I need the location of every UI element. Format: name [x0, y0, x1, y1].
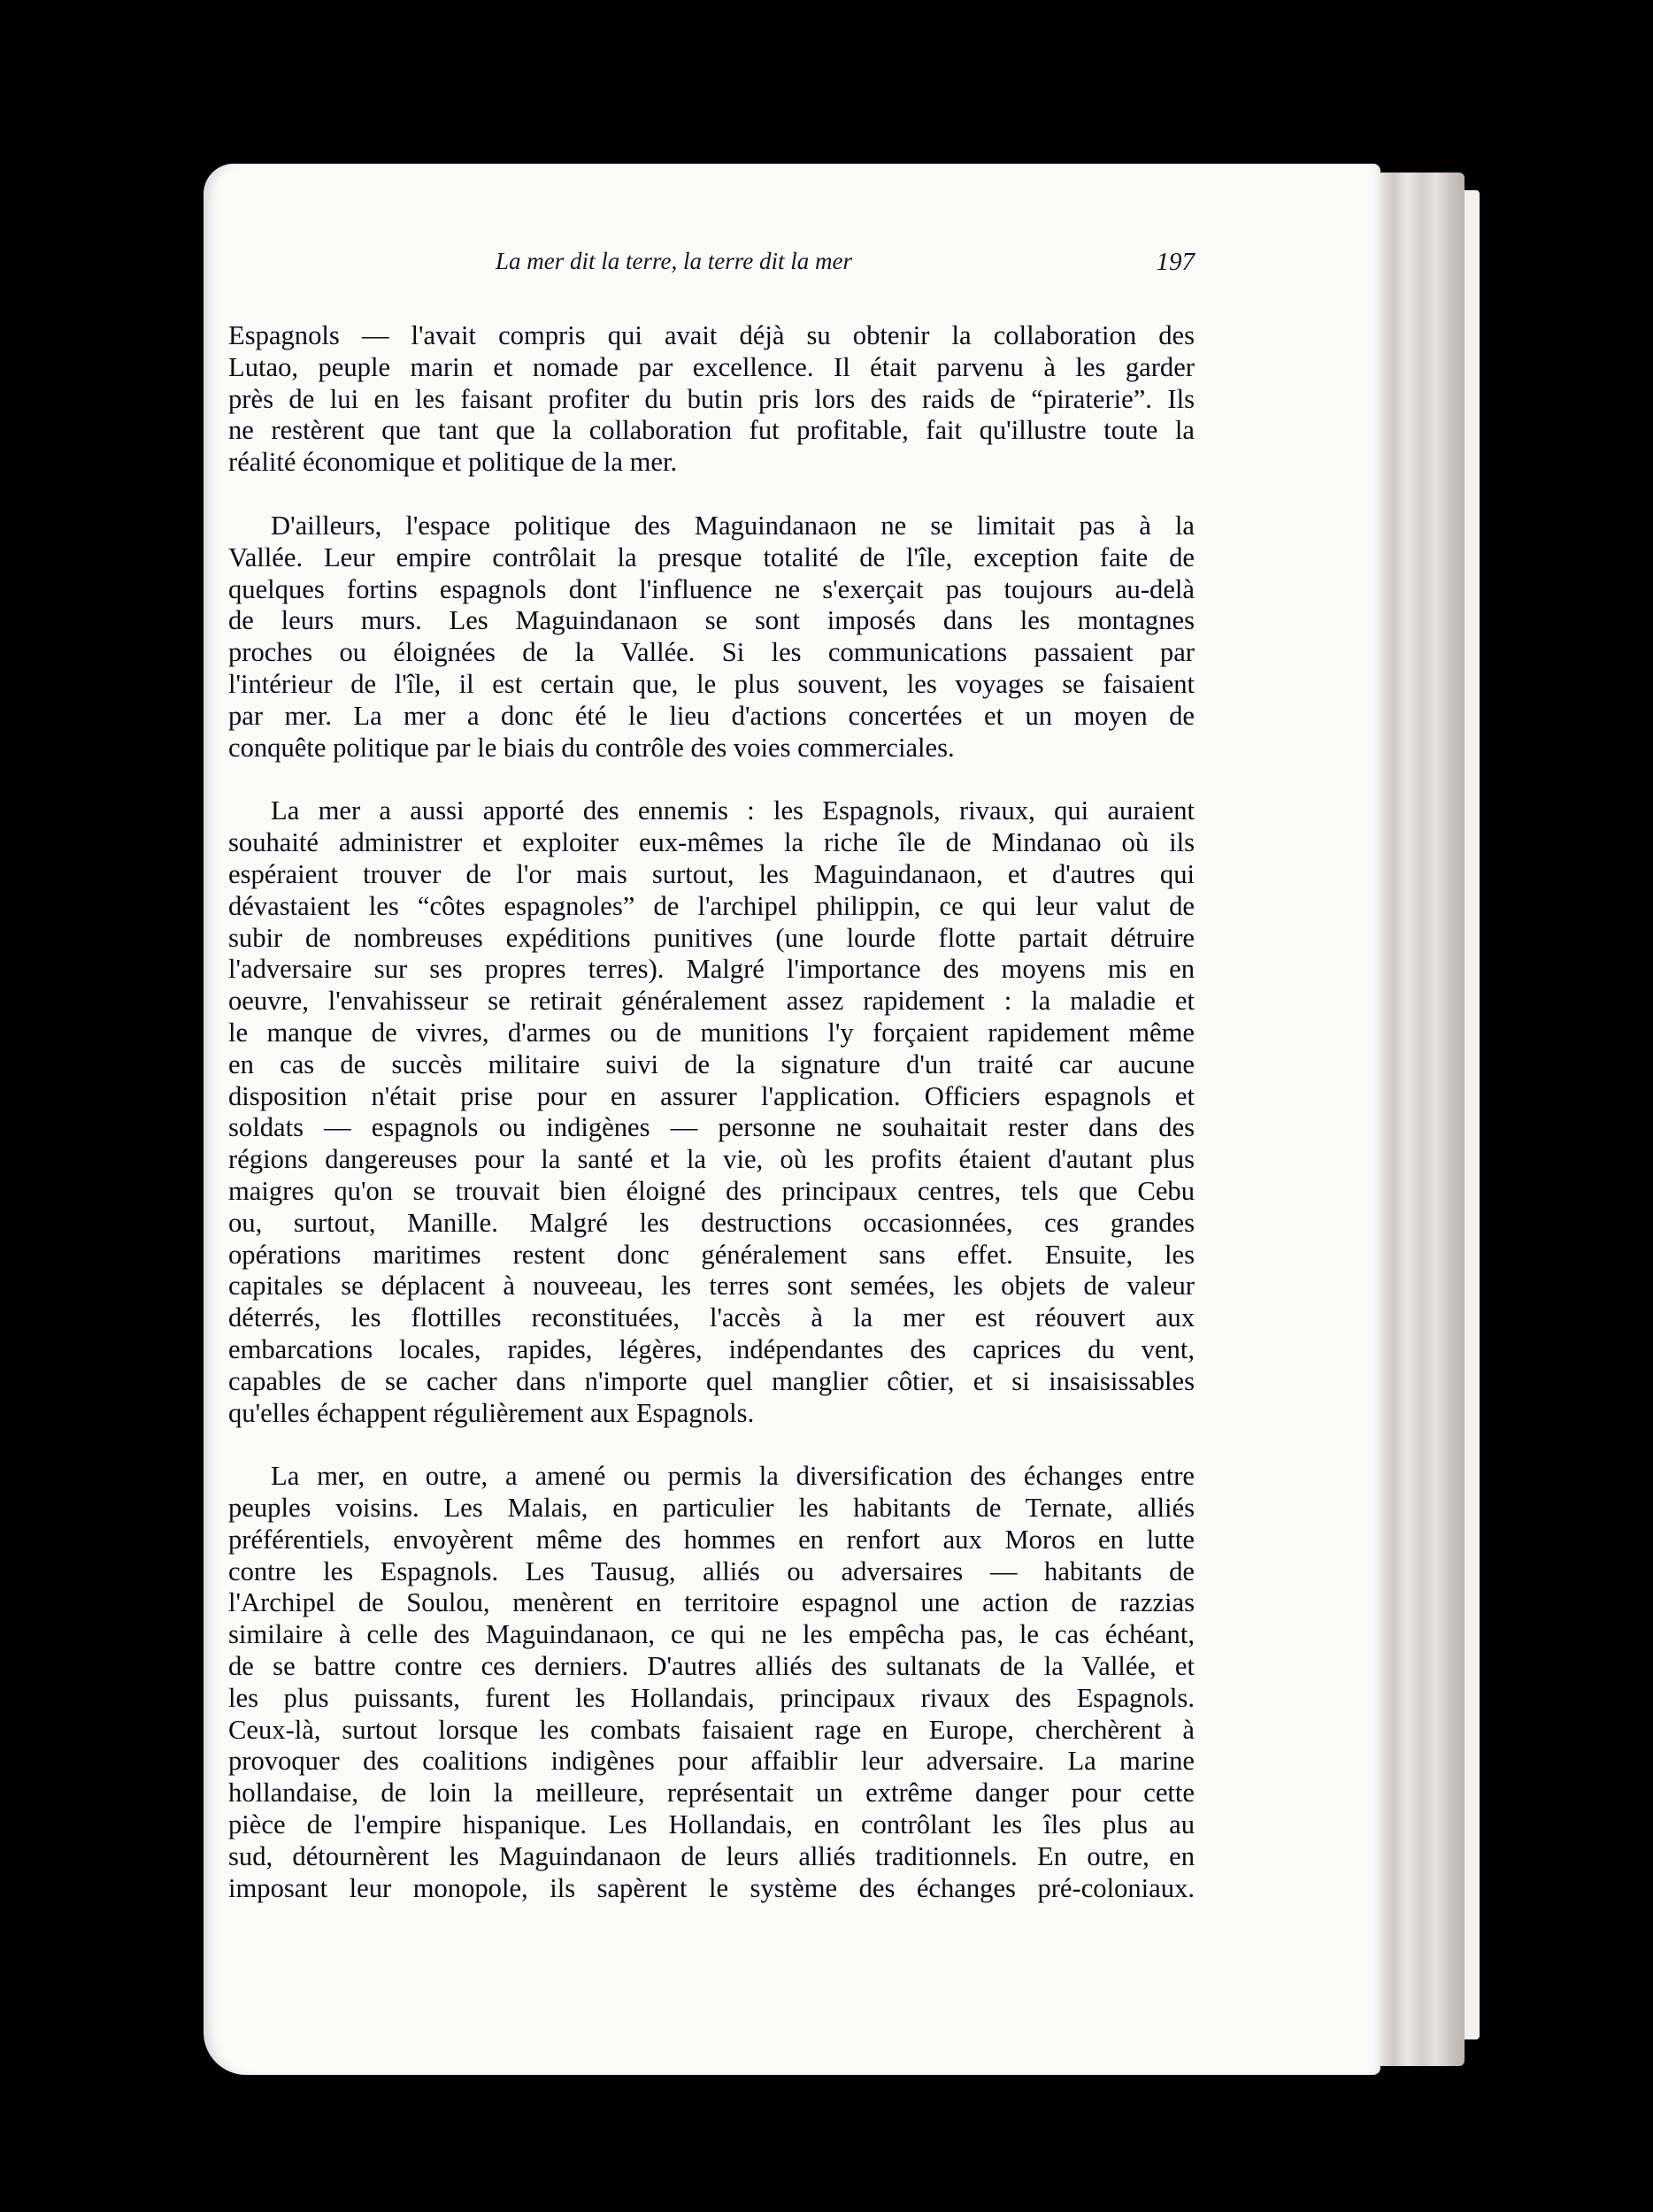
text-line: souhaité administrer et exploiter eux-mêmes la riche île de Mindanao où ils: [228, 827, 1195, 858]
paragraph: [228, 511, 1195, 764]
text-line: quelques fortins espagnols dont l'influence ne s'exerçait pas toujours au-delà: [228, 573, 1195, 604]
text-line: l'adversaire sur ses propres terres). Malgré l'importance des moyens mis en: [228, 954, 1195, 985]
text-line: Ceux-là, surtout lorsque les combats faisaient rage en Europe, cherchèrent à: [228, 1714, 1195, 1745]
text-line: de se battre contre ces derniers. D'autres alliés des sultanats de la Vallée, et: [228, 1651, 1195, 1682]
text-line: sud, détournèrent les Maguindanaon de leurs alliés traditionnels. En outre, en: [228, 1840, 1195, 1871]
text-line: soldats — espagnols ou indigènes — personne ne souhaitait rester dans des: [228, 1112, 1195, 1143]
text-line: Espagnols — l'avait compris qui avait déjà su obtenir la collaboration des: [228, 320, 1195, 350]
text-line: en cas de succès militaire suivi de la signature d'un traité car aucune: [228, 1048, 1195, 1079]
text-line: capables de se cacher dans n'importe quel manglier côtier, et si insaisissables: [228, 1365, 1195, 1396]
text-line: hollandaise, de loin la meilleure, représentait un extrême danger pour cette: [228, 1778, 1195, 1809]
text-line: embarcations locales, rapides, légères, indépendantes des caprices du vent,: [228, 1333, 1195, 1364]
text-line: ou, surtout, Manille. Malgré les destructions occasionnées, ces grandes: [228, 1207, 1195, 1238]
paragraph-gap: [228, 479, 1195, 511]
text-line: déterrés, les flottilles reconstituées, l'accès à la mer est réouvert aux: [228, 1302, 1195, 1333]
text-line: réalité économique et politique de la mer.: [228, 447, 678, 478]
running-title: La mer dit la terre, la terre dit la mer: [496, 248, 852, 274]
text-line: disposition n'était prise pour en assurer l'application. Officiers espagnols et: [228, 1080, 1195, 1111]
text-line: imposant leur monopole, ils sapèrent le système des échanges pré-coloniaux.: [228, 1872, 1195, 1903]
text-line: espéraient trouver de l'or mais surtout, les Maguindanaon, et d'autres qui: [228, 858, 1195, 889]
text-line: Vallée. Leur empire contrôlait la presque totalité de l'île, exception faite de: [228, 541, 1195, 572]
text-line: opérations maritimes restent donc généralement sans effet. Ensuite, les: [228, 1239, 1195, 1270]
text-line: par mer. La mer a donc été le lieu d'actions concertées et un moyen de: [228, 700, 1195, 731]
text-line: près de lui en les faisant profiter du butin pris lors des raids de “piraterie”. Ils: [228, 383, 1195, 414]
text-line: ne restèrent que tant que la collaboration fut profitable, fait qu'illustre toute la: [228, 415, 1195, 446]
text-line: pièce de l'empire hispanique. Les Hollandais, en contrôlant les îles plus au: [228, 1809, 1195, 1840]
text-line: provoquer des coalitions indigènes pour affaiblir leur adversaire. La marine: [228, 1746, 1195, 1777]
text-line: capitales se déplacent à nouveeau, les terres sont semées, les objets de valeur: [228, 1271, 1195, 1302]
text-line: peuples voisins. Les Malais, en particulier les habitants de Ternate, alliés: [228, 1493, 1195, 1524]
page-number: 197: [1156, 248, 1195, 276]
text-line: similaire à celle des Maguindanaon, ce qui ne les empêcha pas, le cas échéant,: [228, 1619, 1195, 1650]
text-line: maigres qu'on se trouvait bien éloigné des principaux centres, tels que Cebu: [228, 1175, 1195, 1206]
text-line: préférentiels, envoyèrent même des hommes en renfort aux Moros en lutte: [228, 1524, 1195, 1555]
text-line: La mer, en outre, a amené ou permis la diversification des échanges entre: [271, 1461, 1195, 1492]
paragraph: [228, 320, 1195, 479]
text-line: l'intérieur de l'île, il est certain que, le plus souvent, les voyages se faisaient: [228, 668, 1195, 699]
paragraph-gap: [228, 1429, 1195, 1461]
text-line: La mer a aussi apporté des ennemis : les Espagnols, rivaux, qui auraient: [271, 795, 1195, 826]
text-line: contre les Espagnols. Les Tausug, alliés ou adversaires — habitants de: [228, 1555, 1195, 1586]
text-line: proches ou éloignées de la Vallée. Si les communications passaient par: [228, 637, 1195, 668]
text-line: conquête politique par le biais du contrôle des voies commerciales.: [228, 732, 955, 763]
text-line: les plus puissants, furent les Hollandais, principaux rivaux des Espagnols.: [228, 1682, 1195, 1713]
text-line: dévastaient les “côtes espagnoles” de l'archipel philippin, ce qui leur valut de: [228, 890, 1195, 921]
text-line: régions dangereuses pour la santé et la vie, où les profits étaient d'autant plus: [228, 1144, 1195, 1175]
text-line: le manque de vivres, d'armes ou de munitions l'y forçaient rapidement même: [228, 1017, 1195, 1048]
text-line: Lutao, peuple marin et nomade par excellence. Il était parvenu à les garder: [228, 351, 1195, 382]
text-line: D'ailleurs, l'espace politique des Maguindanaon ne se limitait pas à la: [271, 510, 1195, 541]
paragraph: [228, 1461, 1195, 1904]
text-line: de leurs murs. Les Maguindanaon se sont imposés dans les montagnes: [228, 605, 1195, 636]
body-text: [228, 320, 1195, 1904]
text-line: subir de nombreuses expéditions punitives (une lourde flotte partait détruire: [228, 922, 1195, 953]
text-line: oeuvre, l'envahisseur se retirait généralement assez rapidement : la maladie et: [228, 986, 1195, 1017]
paragraph-gap: [228, 764, 1195, 795]
text-line: qu'elles échappent régulièrement aux Espagnols.: [228, 1397, 755, 1428]
paragraph: [228, 795, 1195, 1429]
text-line: l'Archipel de Soulou, menèrent en territoire espagnol une action de razzias: [228, 1587, 1195, 1618]
